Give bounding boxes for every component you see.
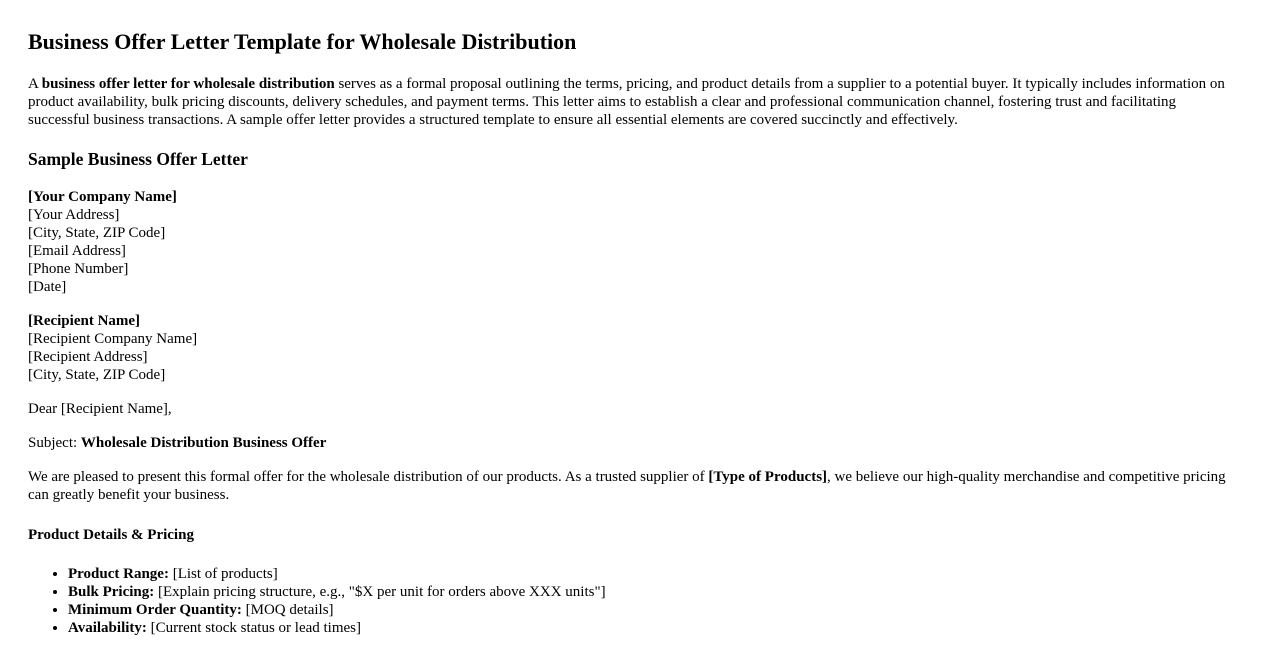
intro-paragraph	[28, 75, 1233, 129]
intro-prefix: A	[28, 76, 42, 92]
body-part1: We are pleased to present this formal offer for the wholesale distribution of our products. As a trusted supplier of	[28, 469, 709, 485]
greeting: Dear [Recipient Name],	[28, 401, 172, 417]
product-section-title: Product Details & Pricing	[28, 527, 194, 543]
sender-address: [Your Address]	[28, 207, 120, 223]
list-item-value: [MOQ details]	[241, 602, 334, 618]
recipient-address: [Recipient Address]	[28, 349, 148, 365]
sender-block	[28, 188, 177, 296]
subject-value: Wholesale Distribution Business Offer	[80, 435, 327, 451]
recipient-block	[28, 312, 197, 384]
page-title: Business Offer Letter Template for Wholesale Distribution	[28, 29, 577, 54]
list-item-value: [Current stock status or lead times]	[146, 620, 362, 636]
intro-rest: serves as a formal proposal outlining the terms, pricing, and product details from a supplier to a potential buyer. It typically includes information on product availability, bulk pricing discounts, delivery schedules, and payment terms. This letter aims to establish a clear and professional communication channel, fostering trust and facilitating successful business transactions. A sample offer letter provides a structured template to ensure all essential elements are covered succinctly and effectively.	[28, 76, 1225, 128]
recipient-name: [Recipient Name]	[28, 313, 141, 329]
sender-email: [Email Address]	[28, 243, 126, 259]
sender-phone: [Phone Number]	[28, 261, 129, 277]
list-item-label: Product Range:	[68, 566, 169, 582]
subject-label: Subject:	[28, 435, 81, 451]
list-item	[68, 583, 606, 601]
list-item	[68, 565, 606, 583]
sender-company: [Your Company Name]	[28, 189, 177, 205]
list-item	[68, 619, 606, 637]
list-item-label: Minimum Order Quantity:	[68, 602, 242, 618]
body-part2: , we believe our high-quality merchandise and competitive pricing can greatly benefit your business.	[28, 469, 1226, 503]
sender-city: [City, State, ZIP Code]	[28, 225, 166, 241]
sample-heading: Sample Business Offer Letter	[28, 149, 248, 169]
list-item	[68, 601, 606, 619]
product-details-list	[28, 565, 606, 637]
list-item-value: [Explain pricing structure, e.g., "$X per unit for orders above XXX units"]	[154, 584, 606, 600]
list-item-label: Bulk Pricing:	[68, 584, 155, 600]
subject-line	[28, 434, 326, 452]
recipient-company: [Recipient Company Name]	[28, 331, 198, 347]
intro-bold-term: business offer letter for wholesale distribution	[41, 76, 335, 92]
sender-date: [Date]	[28, 279, 67, 295]
body-product-type: [Type of Products]	[708, 469, 828, 485]
recipient-city: [City, State, ZIP Code]	[28, 367, 166, 383]
list-item-label: Availability:	[68, 620, 147, 636]
list-item-value: [List of products]	[168, 566, 278, 582]
body-paragraph	[28, 468, 1233, 504]
